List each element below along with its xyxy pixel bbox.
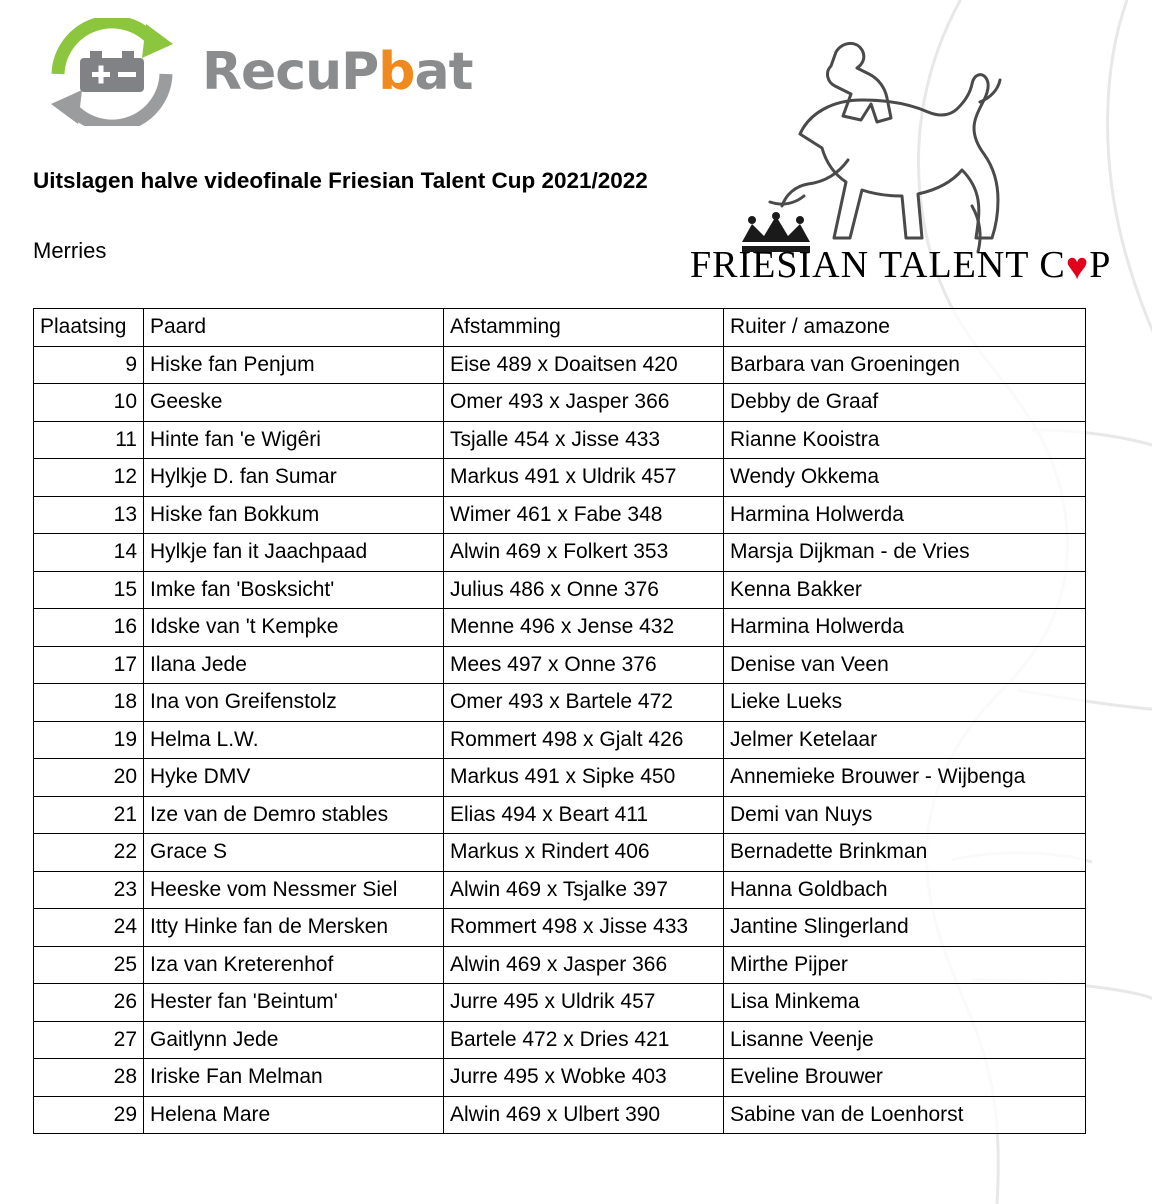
recupbat-logo (36, 18, 472, 126)
document-header (0, 0, 1152, 300)
column-header-paard: Paard (144, 309, 444, 347)
table-row (34, 946, 1086, 984)
cell-plaatsing: 25 (34, 946, 144, 984)
cell-ruiter: Rianne Kooistra (724, 421, 1086, 459)
cell-afstamming: Menne 496 x Jense 432 (444, 609, 724, 647)
cell-afstamming: Omer 493 x Jasper 366 (444, 384, 724, 422)
cell-ruiter: Eveline Brouwer (724, 1059, 1086, 1097)
table-header-row (34, 309, 1086, 347)
cell-ruiter: Hanna Goldbach (724, 871, 1086, 909)
cell-afstamming: Alwin 469 x Tsjalke 397 (444, 871, 724, 909)
cell-afstamming: Jurre 495 x Uldrik 457 (444, 984, 724, 1022)
cell-plaatsing: 19 (34, 721, 144, 759)
table-row (34, 496, 1086, 534)
cell-paard: Helma L.W. (144, 721, 444, 759)
column-header-plaatsing: Plaatsing (34, 309, 144, 347)
column-header-ruiter: Ruiter / amazone (724, 309, 1086, 347)
table-row (34, 459, 1086, 497)
cell-plaatsing: 16 (34, 609, 144, 647)
cell-paard: Iza van Kreterenhof (144, 946, 444, 984)
table-row (34, 796, 1086, 834)
cell-ruiter: Harmina Holwerda (724, 496, 1086, 534)
table-row (34, 346, 1086, 384)
cell-paard: Hiske fan Penjum (144, 346, 444, 384)
cell-ruiter: Lieke Lueks (724, 684, 1086, 722)
table-row (34, 759, 1086, 797)
cell-plaatsing: 21 (34, 796, 144, 834)
cell-paard: Hester fan 'Beintum' (144, 984, 444, 1022)
results-table (33, 308, 1086, 1134)
battery-recycle-icon (36, 18, 188, 126)
cell-plaatsing: 29 (34, 1096, 144, 1134)
cell-plaatsing: 10 (34, 384, 144, 422)
cell-afstamming: Markus x Rindert 406 (444, 834, 724, 872)
recupbat-wordmark-part2: b (378, 42, 415, 102)
cell-paard: Heeske vom Nessmer Siel (144, 871, 444, 909)
recupbat-wordmark-part3: at (414, 42, 473, 102)
cell-afstamming: Bartele 472 x Dries 421 (444, 1021, 724, 1059)
table-row (34, 984, 1086, 1022)
cell-ruiter: Demi van Nuys (724, 796, 1086, 834)
cell-afstamming: Tsjalle 454 x Jisse 433 (444, 421, 724, 459)
cell-ruiter: Bernadette Brinkman (724, 834, 1086, 872)
cell-afstamming: Jurre 495 x Wobke 403 (444, 1059, 724, 1097)
cell-ruiter: Marsja Dijkman - de Vries (724, 534, 1086, 572)
table-row (34, 909, 1086, 947)
cell-afstamming: Wimer 461 x Fabe 348 (444, 496, 724, 534)
cell-ruiter: Mirthe Pijper (724, 946, 1086, 984)
table-row (34, 721, 1086, 759)
cell-plaatsing: 20 (34, 759, 144, 797)
cell-ruiter: Lisanne Veenje (724, 1021, 1086, 1059)
table-row (34, 684, 1086, 722)
table-row (34, 534, 1086, 572)
results-table-body (34, 346, 1086, 1134)
cell-ruiter: Harmina Holwerda (724, 609, 1086, 647)
cell-afstamming: Markus 491 x Sipke 450 (444, 759, 724, 797)
cell-afstamming: Omer 493 x Bartele 472 (444, 684, 724, 722)
cell-paard: Geeske (144, 384, 444, 422)
cell-paard: Hylkje D. fan Sumar (144, 459, 444, 497)
cell-paard: Hylkje fan it Jaachpaad (144, 534, 444, 572)
table-row (34, 1096, 1086, 1134)
table-row (34, 1059, 1086, 1097)
ftc-wordmark-after: P (1089, 244, 1112, 286)
cell-afstamming: Mees 497 x Onne 376 (444, 646, 724, 684)
cell-ruiter: Barbara van Groeningen (724, 346, 1086, 384)
cell-afstamming: Rommert 498 x Gjalt 426 (444, 721, 724, 759)
cell-ruiter: Wendy Okkema (724, 459, 1086, 497)
cell-plaatsing: 22 (34, 834, 144, 872)
heart-icon: ♥ (1065, 246, 1090, 288)
cell-paard: Grace S (144, 834, 444, 872)
cell-plaatsing: 15 (34, 571, 144, 609)
page-subtitle: Merries (33, 238, 107, 263)
cell-ruiter: Lisa Minkema (724, 984, 1086, 1022)
cell-paard: Hinte fan 'e Wigêri (144, 421, 444, 459)
recupbat-wordmark (202, 42, 472, 102)
cell-afstamming: Alwin 469 x Jasper 366 (444, 946, 724, 984)
table-row (34, 1021, 1086, 1059)
cell-ruiter: Denise van Veen (724, 646, 1086, 684)
cell-plaatsing: 24 (34, 909, 144, 947)
cell-plaatsing: 18 (34, 684, 144, 722)
table-row (34, 421, 1086, 459)
table-row (34, 646, 1086, 684)
cell-ruiter: Sabine van de Loenhorst (724, 1096, 1086, 1134)
recupbat-wordmark-part1: RecuP (202, 42, 379, 102)
page-title: Uitslagen halve videofinale Friesian Talent Cup 2021/2022 (33, 168, 648, 193)
cell-paard: Itty Hinke fan de Mersken (144, 909, 444, 947)
cell-afstamming: Elias 494 x Beart 411 (444, 796, 724, 834)
cell-ruiter: Jantine Slingerland (724, 909, 1086, 947)
cell-ruiter: Kenna Bakker (724, 571, 1086, 609)
table-row (34, 871, 1086, 909)
cell-afstamming: Alwin 469 x Ulbert 390 (444, 1096, 724, 1134)
cell-paard: Hiske fan Bokkum (144, 496, 444, 534)
cell-plaatsing: 11 (34, 421, 144, 459)
cell-plaatsing: 23 (34, 871, 144, 909)
cell-ruiter: Jelmer Ketelaar (724, 721, 1086, 759)
table-row (34, 571, 1086, 609)
cell-paard: Gaitlynn Jede (144, 1021, 444, 1059)
cell-paard: Ize van de Demro stables (144, 796, 444, 834)
cell-afstamming: Markus 491 x Uldrik 457 (444, 459, 724, 497)
friesian-talent-cup-wordmark (690, 243, 1111, 287)
cell-plaatsing: 17 (34, 646, 144, 684)
cell-paard: Hyke DMV (144, 759, 444, 797)
cell-paard: Ina von Greifenstolz (144, 684, 444, 722)
cell-paard: Iriske Fan Melman (144, 1059, 444, 1097)
table-row (34, 609, 1086, 647)
cell-paard: Imke fan 'Bosksicht' (144, 571, 444, 609)
cell-plaatsing: 12 (34, 459, 144, 497)
cell-afstamming: Alwin 469 x Folkert 353 (444, 534, 724, 572)
cell-plaatsing: 13 (34, 496, 144, 534)
cell-plaatsing: 26 (34, 984, 144, 1022)
cell-afstamming: Rommert 498 x Jisse 433 (444, 909, 724, 947)
table-row (34, 834, 1086, 872)
cell-paard: Helena Mare (144, 1096, 444, 1134)
results-table-container (33, 308, 1085, 1134)
cell-afstamming: Julius 486 x Onne 376 (444, 571, 724, 609)
ftc-wordmark-before: FRIESIAN TALENT C (690, 244, 1066, 286)
cell-plaatsing: 28 (34, 1059, 144, 1097)
cell-plaatsing: 27 (34, 1021, 144, 1059)
table-row (34, 384, 1086, 422)
cell-paard: Idske van 't Kempke (144, 609, 444, 647)
cell-ruiter: Annemieke Brouwer - Wijbenga (724, 759, 1086, 797)
cell-plaatsing: 14 (34, 534, 144, 572)
cell-paard: Ilana Jede (144, 646, 444, 684)
cell-plaatsing: 9 (34, 346, 144, 384)
column-header-afstamming: Afstamming (444, 309, 724, 347)
cell-ruiter: Debby de Graaf (724, 384, 1086, 422)
cell-afstamming: Eise 489 x Doaitsen 420 (444, 346, 724, 384)
